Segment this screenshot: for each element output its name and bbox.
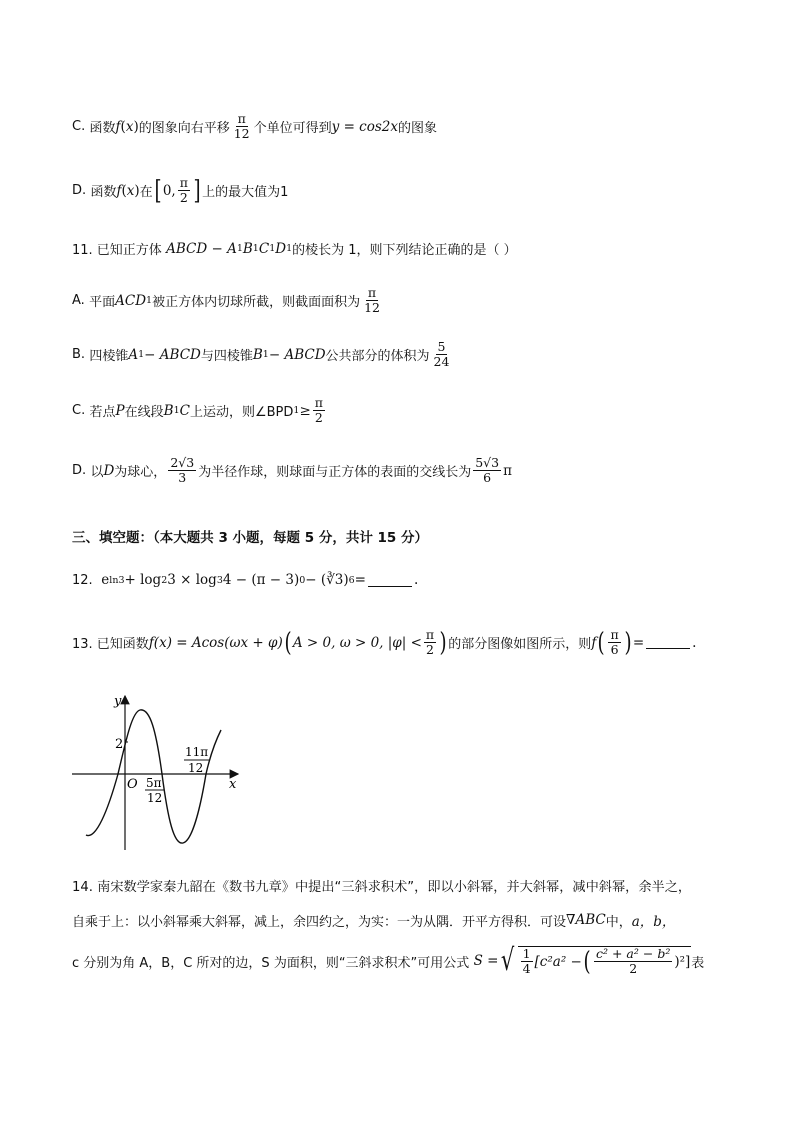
denominator: 2 <box>426 642 434 658</box>
option-10d <box>72 176 288 206</box>
bracket: ] <box>193 175 201 206</box>
numerator: 1 <box>522 946 531 961</box>
denominator: 12 <box>364 300 380 316</box>
math-text: 4 − (π − 3) <box>222 572 300 588</box>
text: 表 <box>691 955 705 971</box>
denominator: 2 <box>314 410 323 426</box>
numerator: π <box>425 627 435 642</box>
solid-name: ABCD − A <box>166 240 237 257</box>
math-f: f <box>115 118 121 135</box>
text: 上运动，则∠BPD <box>189 405 294 421</box>
option-label: D. <box>72 463 87 479</box>
math-text: + log <box>124 572 162 588</box>
question-12 <box>72 572 418 588</box>
formula-part: )²] <box>674 953 691 970</box>
exponent: ln3 <box>109 574 125 586</box>
denominator: 4 <box>522 961 531 977</box>
side-names: a，b， <box>631 914 676 930</box>
formula-lhs: S = <box>473 953 499 970</box>
radicand <box>518 946 692 977</box>
tick-label-11pi-den: 12 <box>188 761 204 775</box>
question-14-line3 <box>72 943 705 979</box>
question-number: 12. <box>72 572 93 588</box>
math-x: x <box>125 118 134 135</box>
operator: ≥ <box>299 402 311 419</box>
text: 的部分图像如图所示，则 <box>448 637 592 653</box>
text: c 分别为角 A，B，C 所对的边，S 为面积，则“三斜求积术”可用公式 <box>72 955 470 971</box>
text: 与四棱锥 <box>200 349 253 365</box>
plane-name: ACD <box>115 292 147 309</box>
option-label: B. <box>72 347 86 363</box>
period: . <box>692 634 697 651</box>
option-11b: B. 四棱锥 A 1 − ABCD 与四棱锥 B 1 − ABCD 公共部分的体积为 $\frac{5}{24}$ <box>72 339 450 370</box>
x-label: x <box>229 777 237 792</box>
paren: ) <box>439 627 447 658</box>
numerator: π <box>610 627 619 642</box>
denominator: 24 <box>433 354 450 370</box>
tick-label-11pi-num: 11π <box>185 745 209 759</box>
math-f: f <box>116 182 122 199</box>
text: 中， <box>605 914 632 930</box>
answer-blank <box>368 574 412 587</box>
math-x: x <box>126 182 135 199</box>
segment-name: C <box>179 402 190 419</box>
fraction <box>232 112 252 142</box>
tick-label-5pi-num: 5π <box>146 776 162 790</box>
bracket: [ <box>154 175 162 206</box>
text: 个单位可得到 <box>253 121 332 137</box>
fraction <box>424 628 436 658</box>
condition: A > 0, ω > 0, |φ| < <box>292 634 422 651</box>
denominator: 6 <box>483 470 492 486</box>
radical-sign: √ <box>501 943 515 979</box>
text: 四棱锥 <box>89 349 129 365</box>
operator: = <box>354 572 366 588</box>
fraction <box>473 456 501 486</box>
numerator: 2√3 <box>170 455 195 470</box>
text: 公共部分的体积为 <box>325 349 430 365</box>
period: . <box>413 572 419 588</box>
base-name: − ABCD <box>144 346 201 363</box>
origin-label: O <box>127 777 138 792</box>
text: 为半径作球，则球面与正方体的表面的交线长为 <box>198 465 472 481</box>
fraction <box>432 340 452 370</box>
vertex: A <box>128 346 139 363</box>
text: 函数 <box>90 185 117 201</box>
exponent: 6 <box>348 574 355 586</box>
tick-label-5pi-den: 12 <box>147 791 163 805</box>
option-label: D. <box>72 183 87 199</box>
text: 13. 已知函数 <box>72 637 149 653</box>
text: 若点 <box>89 405 116 421</box>
option-11d <box>72 456 512 486</box>
function-expression: f(x) = Acos(ωx + φ) <box>148 634 283 651</box>
question-14-line2 <box>72 910 675 930</box>
triangle-name: ∇ABC <box>566 912 606 928</box>
section-heading: 三、填空题：（本大题共 3 小题，每题 5 分，共计 15 分） <box>72 530 429 546</box>
point-name: D <box>103 462 115 479</box>
base-name: − ABCD <box>268 346 326 363</box>
option-label: C. <box>72 119 86 135</box>
text: 以 <box>90 465 104 481</box>
fraction <box>594 947 672 977</box>
paren: ( <box>583 946 591 977</box>
option-label: A. <box>72 293 85 309</box>
fraction <box>313 396 325 426</box>
fraction <box>521 947 533 977</box>
math-e: e <box>101 572 110 588</box>
cosine-graph <box>66 690 246 855</box>
paren: ( <box>120 118 126 135</box>
paren: ( <box>121 182 127 199</box>
denominator: 6 <box>610 642 619 658</box>
point-name: P <box>115 402 125 419</box>
text: 自乘于上：以小斜幂乘大斜幂，减上，余四约之，为实：一为从隅．开平方得积．可设 <box>72 914 567 930</box>
question-13 <box>72 628 696 658</box>
text: 的图象 <box>398 121 438 137</box>
interval-left: 0, <box>162 182 176 199</box>
operator: = <box>632 634 645 651</box>
denominator: 2 <box>179 190 188 206</box>
question-14-line1: 14. 南宋数学家秦九韶在《数书九章》中提出“三斜求积术”，即以小斜幂，并大斜幂，减中斜幂，余半之， <box>72 880 692 895</box>
paren: ( <box>597 627 605 658</box>
pi-symbol: π <box>503 462 512 479</box>
question-11-stem: 11. 已知正方体 ABCD − A 1 B 1 C 1 D 1 的棱长为 1，则下列结论正确的是（ ） <box>72 240 517 258</box>
math-text: − (∛3) <box>305 572 349 588</box>
log-base: 2 <box>161 574 168 586</box>
numerator: π <box>367 285 377 300</box>
segment-name: B <box>163 402 174 419</box>
paren: ( <box>284 627 292 658</box>
numerator: 5√3 <box>475 455 500 470</box>
text: 在线段 <box>124 405 164 421</box>
option-11c: C. 若点 P 在线段 B 1 C 上运动，则∠BPD 1 ≥ $\frac{\pi}{2}$ <box>72 395 323 426</box>
fraction <box>168 456 196 486</box>
paren: ) <box>624 627 632 658</box>
text: 被正方体内切球所截，则截面面积为 <box>152 295 361 311</box>
text: 函数 <box>89 121 116 137</box>
value-label-2: 2 <box>115 737 124 752</box>
denominator: 2 <box>629 961 638 977</box>
exponent: 0 <box>299 574 306 586</box>
numerator: π <box>179 175 188 190</box>
text: 的图象向右平移 <box>138 121 230 137</box>
denominator: 12 <box>233 126 250 142</box>
text: 平面 <box>89 295 116 311</box>
text: 11. 已知正方体 <box>72 243 162 258</box>
numerator: π <box>237 111 246 126</box>
equation: y = cos2x <box>331 118 398 135</box>
vertex: B <box>252 346 263 363</box>
y-label: y <box>114 694 122 709</box>
fraction <box>608 628 620 658</box>
fraction <box>362 286 382 316</box>
numerator: π <box>314 395 323 410</box>
math-text: 3 × log <box>167 572 217 588</box>
answer-blank <box>646 636 690 649</box>
denominator: 3 <box>178 470 187 486</box>
text: 为球心， <box>114 465 167 481</box>
numerator: c² + a² − b² <box>596 946 671 961</box>
option-11a: A. 平面 ACD 1 被正方体内切球所截，则截面面积为 $\frac{\pi}{12}$ <box>72 285 380 316</box>
fraction <box>178 176 190 206</box>
paren: ) <box>134 182 140 199</box>
option-label: C. <box>72 403 86 419</box>
text: 在 <box>139 185 153 201</box>
text: 的棱长为 1，则下列结论正确的是（ ） <box>292 243 517 258</box>
math-f: f <box>591 634 597 651</box>
paren: ) <box>133 118 139 135</box>
formula-part: [c²a² − <box>534 953 582 970</box>
log-base: 3 <box>216 574 223 586</box>
numerator: 5 <box>437 339 446 354</box>
text: 上的最大值为1 <box>202 185 289 201</box>
option-10c <box>72 112 437 142</box>
